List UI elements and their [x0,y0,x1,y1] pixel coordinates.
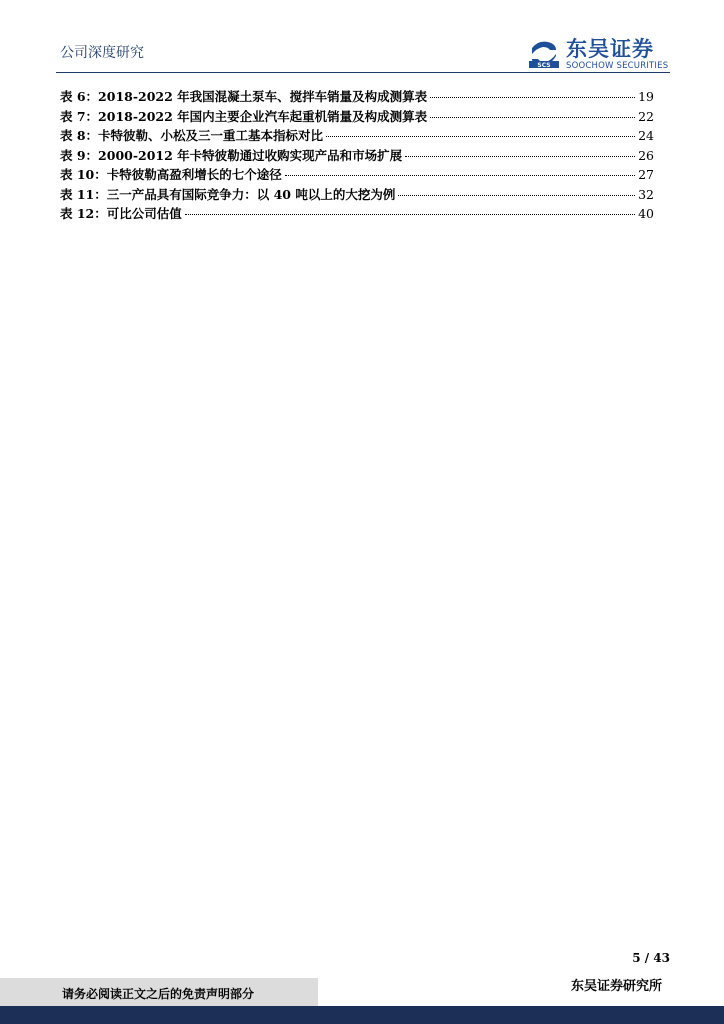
toc-entry[interactable] [60,185,654,205]
toc-entry-page: 19 [638,89,654,104]
page-number: 5 / 43 [632,951,670,965]
footer-institute-name: 东吴证券研究所 [570,979,662,994]
toc-entry[interactable] [60,165,654,185]
toc-entry-title: 表 7：2018-2022 年国内主要企业汽车起重机销量及构成测算表 [60,108,428,124]
toc-entry-page: 22 [638,108,654,124]
logo-mark-text: SCS [537,62,551,69]
toc-dot-leader [405,156,635,157]
toc-dot-leader [285,175,635,176]
toc-dot-leader [430,117,635,118]
table-list-toc [60,87,654,224]
toc-entry[interactable] [60,146,654,166]
toc-entry-title: 表 12：可比公司估值 [60,206,182,221]
toc-entry-title: 表 8：卡特彼勒、小松及三一重工基本指标对比 [60,128,324,143]
toc-entry[interactable] [60,204,654,224]
toc-entry[interactable] [60,126,654,146]
toc-entry-page: 27 [638,167,654,182]
toc-entry-title: 表 9：2000-2012 年卡特彼勒通过收购实现产品和市场扩展 [60,147,403,163]
toc-entry-title: 表 10：卡特彼勒高盈利增长的七个途径 [60,167,282,182]
company-logo [528,38,676,72]
toc-entry[interactable] [60,87,654,107]
toc-dot-leader [430,97,635,98]
toc-entry-title: 表 11：三一产品具有国际竞争力：以 40 吨以上的大挖为例 [60,186,396,202]
toc-entry-page: 40 [638,206,654,221]
toc-entry-page: 32 [638,186,654,202]
toc-dot-leader [185,214,635,215]
toc-entry-page: 26 [638,147,654,163]
scs-logo-icon [528,38,560,70]
logo-en-name: SOOCHOW SECURITIES [566,61,669,71]
footer-band [0,1006,724,1024]
toc-entry-page: 24 [638,128,654,143]
footer-disclaimer: 请务必阅读正文之后的免责声明部分 [62,987,255,1001]
toc-dot-leader [326,136,635,137]
header-report-type: 公司深度研究 [60,45,144,61]
toc-entry-title: 表 6：2018-2022 年我国混凝土泵车、搅拌车销量及构成测算表 [60,89,428,104]
header-divider [56,72,670,73]
logo-cn-name: 东吴证券 [566,37,654,61]
toc-dot-leader [398,195,635,196]
toc-entry[interactable] [60,107,654,127]
